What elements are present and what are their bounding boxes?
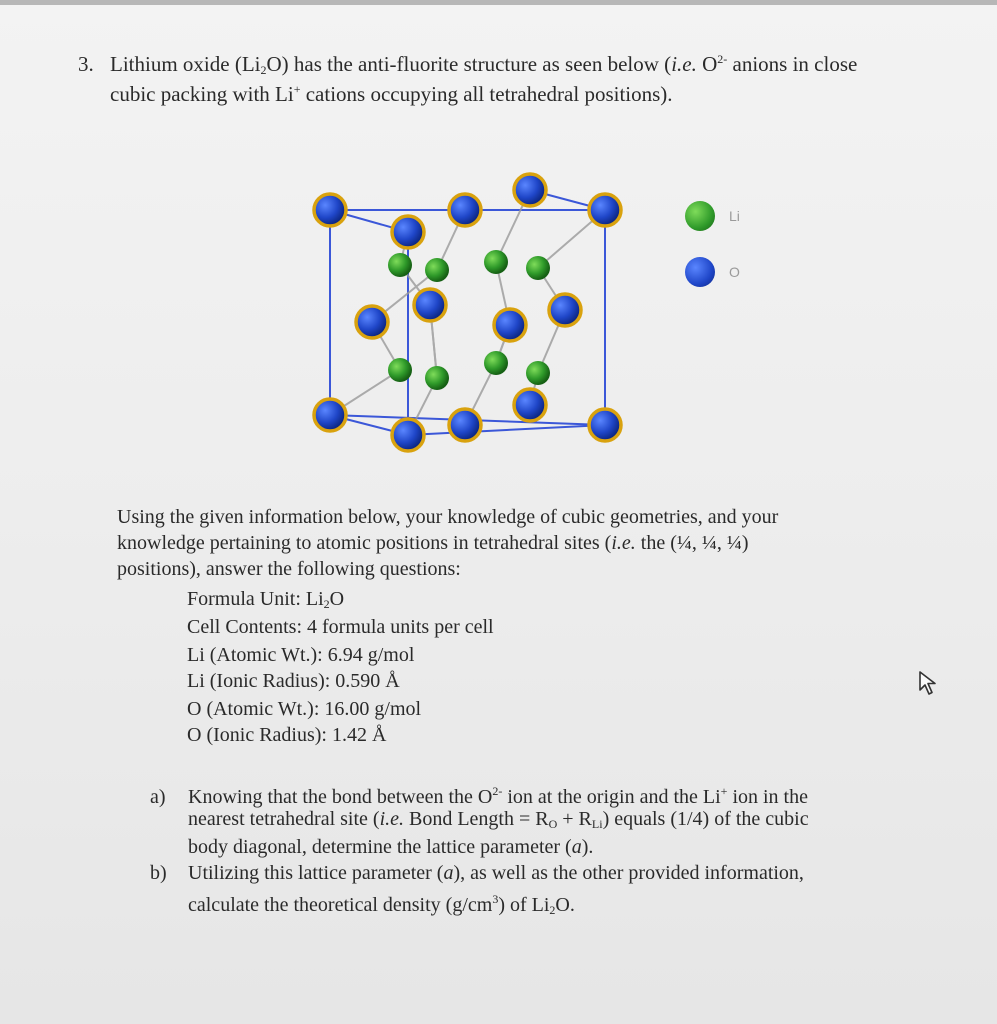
part-b-label: b): [150, 862, 167, 884]
o-ion: [392, 419, 424, 451]
o-ion: [314, 399, 346, 431]
question-number: 3.: [78, 52, 94, 76]
o-ions: [314, 174, 621, 451]
legend-li: [685, 188, 740, 244]
o-ion: [314, 194, 346, 226]
part-a-line-3: body diagonal, determine the lattice parameter (a).: [188, 836, 594, 858]
o-ion: [449, 409, 481, 441]
part-b-line-1: b) Utilizing this lattice parameter (a), as well as the other provided information,: [150, 862, 804, 884]
figure-legend: [685, 188, 740, 300]
li-ion: [425, 366, 449, 390]
li-atomic-weight: Li (Atomic Wt.): 6.94 g/mol: [187, 644, 415, 666]
o-ionic-radius: O (Ionic Radius): 1.42 Å: [187, 724, 387, 746]
o-ion: [549, 294, 581, 326]
o-atomic-weight: O (Atomic Wt.): 16.00 g/mol: [187, 698, 422, 720]
o-ion: [449, 194, 481, 226]
o-ion: [356, 306, 388, 338]
part-a-label: a): [150, 786, 166, 808]
part-a-line-1: a) Knowing that the bond between the $O^{2-}$ ion at the origin and the Li+ ion in the: [150, 784, 808, 808]
formula-unit: Formula Unit: $Li_2O$: [187, 588, 345, 611]
li-ion: [526, 361, 550, 385]
li-ion: [526, 256, 550, 280]
intro-line-1: Using the given information below, your knowledge of cubic geometries, and your: [117, 506, 779, 528]
part-a-line-2: nearest tetrahedral site (i.e. Bond Length = $R_O + R_{Li}$) equals (1/4) of the cubic: [188, 808, 809, 831]
legend-li-label: Li: [729, 208, 740, 224]
o-ion: [589, 194, 621, 226]
question-line-1: 3. Lithium oxide $(Li_2O)$ has the anti-fluorite structure as seen below (i.e. $O^{2-}$ anions in close: [78, 44, 857, 85]
legend-o: [685, 244, 740, 300]
li-ion: [388, 358, 412, 382]
top-border: [0, 0, 997, 5]
o-ion: [514, 174, 546, 206]
li-ionic-radius: Li (Ionic Radius): 0.590 Å: [187, 670, 400, 692]
o-swatch-icon: [685, 257, 715, 287]
li-ion: [388, 253, 412, 277]
part-b-line-2: calculate the theoretical density $(g/cm^3)$ of $Li_2O$.: [188, 892, 575, 917]
intro-line-2: knowledge pertaining to atomic positions in tetrahedral sites (i.e. the (¼, ¼, ¼): [117, 532, 749, 554]
o-ion: [494, 309, 526, 341]
li-swatch-icon: [685, 201, 715, 231]
o-ion: [392, 216, 424, 248]
mouse-pointer-icon: [917, 670, 941, 698]
o-ion: [589, 409, 621, 441]
o-ion: [514, 389, 546, 421]
legend-o-label: O: [729, 264, 740, 280]
question-line-2: cubic packing with Li+ cations occupying all tetrahedral positions).: [110, 82, 673, 106]
intro-line-3: positions), answer the following questions:: [117, 558, 461, 580]
cell-contents: Cell Contents: 4 formula units per cell: [187, 616, 494, 638]
li-ion: [484, 250, 508, 274]
li-ion: [484, 351, 508, 375]
li-ion: [425, 258, 449, 282]
o-ion: [414, 289, 446, 321]
crystal-structure-figure: [300, 170, 650, 460]
